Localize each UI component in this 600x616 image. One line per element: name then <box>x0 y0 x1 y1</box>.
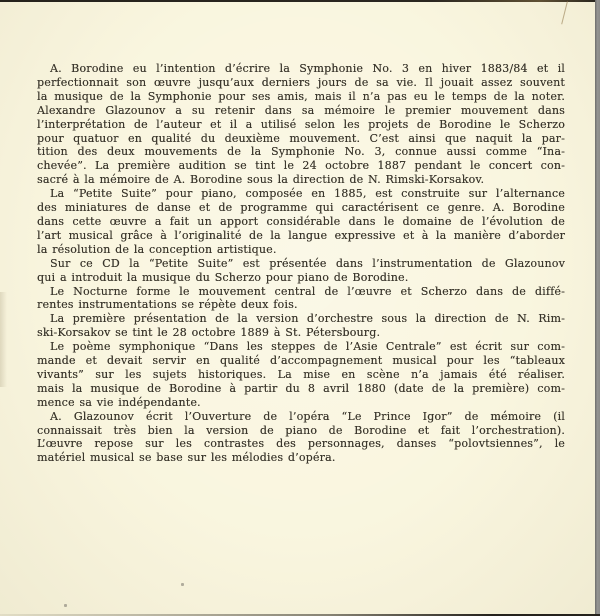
text-line: Alexandre Glazounov a su retenir dans sa mémoire le premier mouvement dans <box>37 103 565 117</box>
text-line: connaissait très bien la version de piano de Borodine et fait l’orchestration). <box>37 423 565 437</box>
scan-speck <box>181 583 184 586</box>
text-line: des miniatures de danse et de programme qui caractérisent ce genre. A. Borodine <box>37 201 565 215</box>
text-line: Le Nocturne forme le mouvement central de l’œuvre et Scherzo dans de diffé- <box>50 284 565 298</box>
text-line: A. Glazounov écrit l’Ouverture de l’opéra “Le Prince Igor” de mémoire (il <box>50 409 565 423</box>
text-line: l’interprétation de l’auteur et il a utilisé selon les projets de Borodine le Scherzo <box>37 117 565 131</box>
text-line: sacré à la mémoire de A. Borodine sous la direction de N. Rimski-Korsakov. <box>37 173 485 187</box>
text-line: mais la musique de Borodine à partir du 8 avril 1880 (date de la première) com- <box>37 381 565 395</box>
text-line: Sur ce CD la “Petite Suite” est présentée dans l’instrumentation de Glazounov <box>50 256 565 270</box>
text-line: A. Borodine eu l’intention d’écrire la Symphonie No. 3 en hiver 1883/84 et il <box>50 62 565 75</box>
text-line: la musique de la Symphonie pour ses amis, mais il n’a pas eu le temps de la noter. <box>37 89 565 103</box>
text-line: L’œuvre repose sur les contrastes des personnages, danses “polovtsiennes”, le <box>37 437 565 451</box>
text-line: tition des deux mouvements de la Symphonie No. 3, connue aussi comme “Ina- <box>37 145 565 159</box>
text-line: chevée”. La première audition se tint le 24 octobre 1887 pendant le concert con- <box>37 159 565 173</box>
scan-speck <box>64 604 67 607</box>
text-line: mence sa vie indépendante. <box>37 395 201 409</box>
scan-scratch-mark <box>561 1 568 25</box>
text-line: vivants” sur les sujets historiques. La mise en scène n’a jamais été réaliser. <box>37 367 565 381</box>
scan-crease <box>0 292 7 387</box>
text-line: qui a introduit la musique du Scherzo pour piano de Borodine. <box>37 270 409 284</box>
text-line: pour quatuor en qualité du deuxième mouvement. C’est ainsi que naquit la par- <box>37 131 565 145</box>
text-line: La première présentation de la version d’orchestre sous la direction de N. Rim- <box>50 312 565 326</box>
scan-edge-right <box>595 0 600 616</box>
text-line: perfectionnait son œuvre jusqu’aux derniers jours de sa vie. Il jouait assez souvent <box>37 75 565 89</box>
text-block <box>37 62 565 465</box>
text-line: la résolution de la conception artistique. <box>37 242 277 256</box>
text-line: ski-Korsakov se tint le 28 octobre 1889 à St. Pétersbourg. <box>37 326 381 340</box>
text-line: dans cette œuvre a fait un apport considérable dans le domaine de l’évolution de <box>37 214 565 228</box>
text-line: mande et devait servir en qualité d’accompagnement musical pour les “tableaux <box>37 354 565 368</box>
text-line: Le poème symphonique “Dans les steppes de l’Asie Centrale” est écrit sur com- <box>50 340 565 354</box>
text-line: La “Petite Suite” pour piano, composée en 1885, est construite sur l’alternance <box>50 187 565 201</box>
text-line: rentes instrumentations se répète deux fois. <box>37 298 298 312</box>
text-line: matériel musical se base sur les mélodies d’opéra. <box>37 451 336 465</box>
text-line: l’art musical grâce à l’originalité de la langue expressive et à la manière d’aborder <box>37 228 565 242</box>
scan-edge-top <box>0 0 600 2</box>
